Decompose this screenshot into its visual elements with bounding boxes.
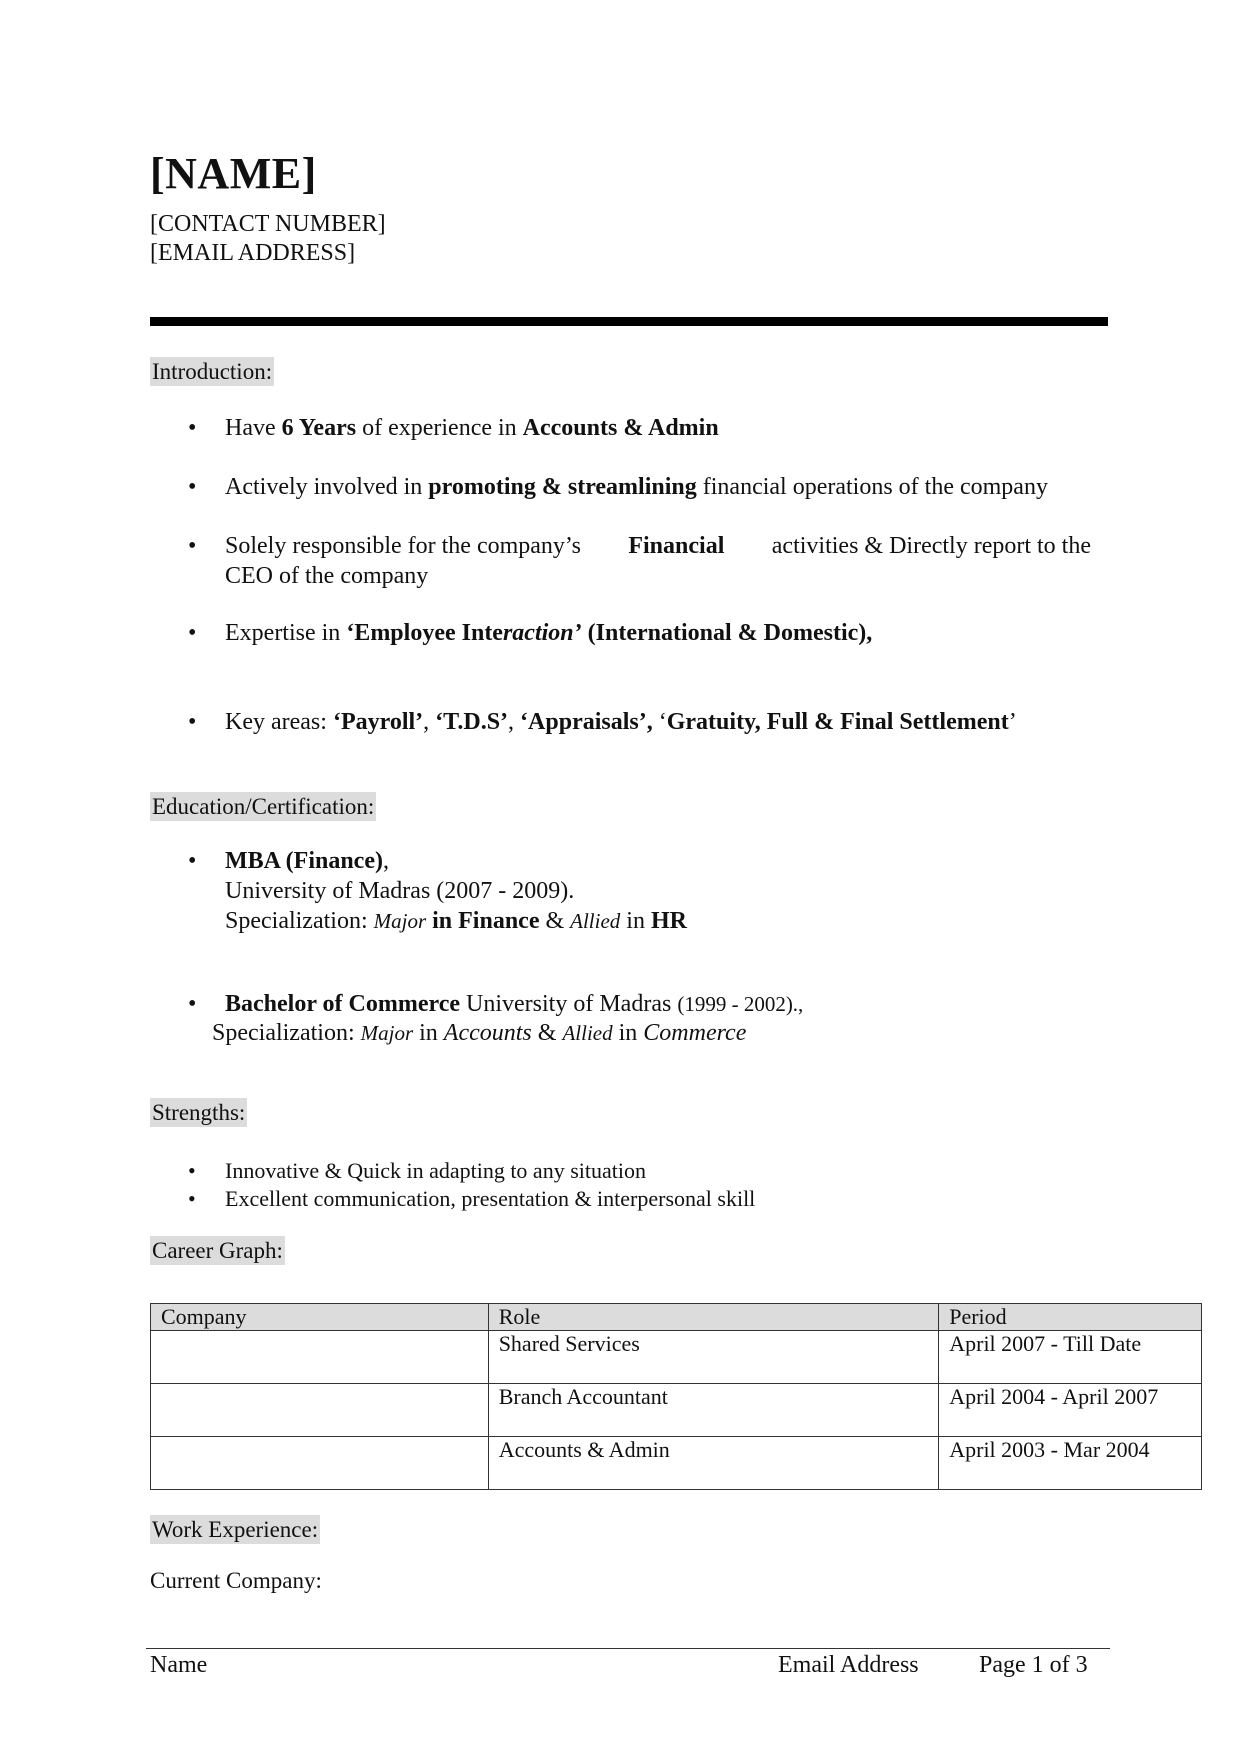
contact-number: [CONTACT NUMBER]	[150, 211, 386, 237]
header-rule	[150, 317, 1108, 326]
bullet: •	[188, 415, 197, 441]
footer-rule	[146, 1648, 1110, 1649]
education-item-mba: MBA (Finance), University of Madras (2007 - 2009). Specialization: Major in Finance & Allied in HR	[225, 848, 687, 934]
bullet: •	[188, 1186, 196, 1211]
education-item-bcom: Bachelor of Commerce University of Madras (1999 - 2002).,	[225, 991, 804, 1017]
table-row	[151, 1384, 1202, 1437]
section-heading-career-graph: Career Graph:	[152, 1238, 283, 1263]
section-heading-work-experience: Work Experience:	[152, 1517, 319, 1542]
candidate-name: [NAME]	[150, 149, 317, 198]
bullet: •	[188, 709, 197, 735]
footer-name: Name	[150, 1652, 208, 1678]
column-header-company: Company	[151, 1304, 489, 1331]
section-heading-strengths: Strengths:	[152, 1100, 246, 1125]
education-bcom-specialization: Specialization: Major in Accounts & Allied in Commerce	[212, 1020, 747, 1046]
role-cell: Shared Services	[488, 1331, 939, 1384]
bullet: •	[188, 620, 197, 646]
section-heading-introduction: Introduction:	[152, 359, 273, 384]
section-heading-education: Education/Certification:	[152, 794, 375, 819]
intro-item-involvement: Actively involved in promoting & streamlining financial operations of the company	[225, 474, 1048, 500]
bullet: •	[188, 1158, 196, 1183]
intro-item-expertise: Expertise in ‘Employee Interaction’ (International & Domestic),	[225, 620, 873, 646]
email-address: [EMAIL ADDRESS]	[150, 240, 356, 266]
intro-item-responsibility: Solely responsible for the company’s Financial activities & Directly report to the CEO of the company	[225, 533, 1091, 589]
bullet: •	[188, 474, 197, 500]
role-cell: Branch Accountant	[488, 1384, 939, 1437]
period-cell: April 2007 - Till Date	[939, 1331, 1202, 1384]
table-header-row	[151, 1304, 1202, 1331]
period-cell: April 2003 - Mar 2004	[939, 1437, 1202, 1490]
strength-item: Innovative & Quick in adapting to any situation	[225, 1158, 646, 1183]
bullet: •	[188, 848, 197, 874]
footer-email: Email Address	[778, 1652, 919, 1678]
role-cell: Accounts & Admin	[488, 1437, 939, 1490]
column-header-period: Period	[939, 1304, 1202, 1331]
current-company-label: Current Company:	[150, 1568, 322, 1593]
table-row	[151, 1437, 1202, 1490]
company-cell	[151, 1437, 489, 1490]
contact-block	[150, 210, 386, 268]
company-cell	[151, 1331, 489, 1384]
column-header-role: Role	[488, 1304, 939, 1331]
company-cell	[151, 1384, 489, 1437]
table-row	[151, 1331, 1202, 1384]
intro-item-key-areas: Key areas: ‘Payroll’, ‘T.D.S’, ‘Appraisals’, ‘Gratuity, Full & Final Settlement’	[225, 709, 1017, 735]
bullet: •	[188, 991, 197, 1017]
footer-page-number: Page 1 of 3	[979, 1652, 1088, 1678]
strength-item: Excellent communication, presentation & interpersonal skill	[225, 1186, 756, 1211]
bullet: •	[188, 533, 197, 559]
intro-item-experience: Have 6 Years of experience in Accounts & Admin	[225, 415, 719, 441]
period-cell: April 2004 - April 2007	[939, 1384, 1202, 1437]
career-graph-table	[150, 1303, 1202, 1490]
